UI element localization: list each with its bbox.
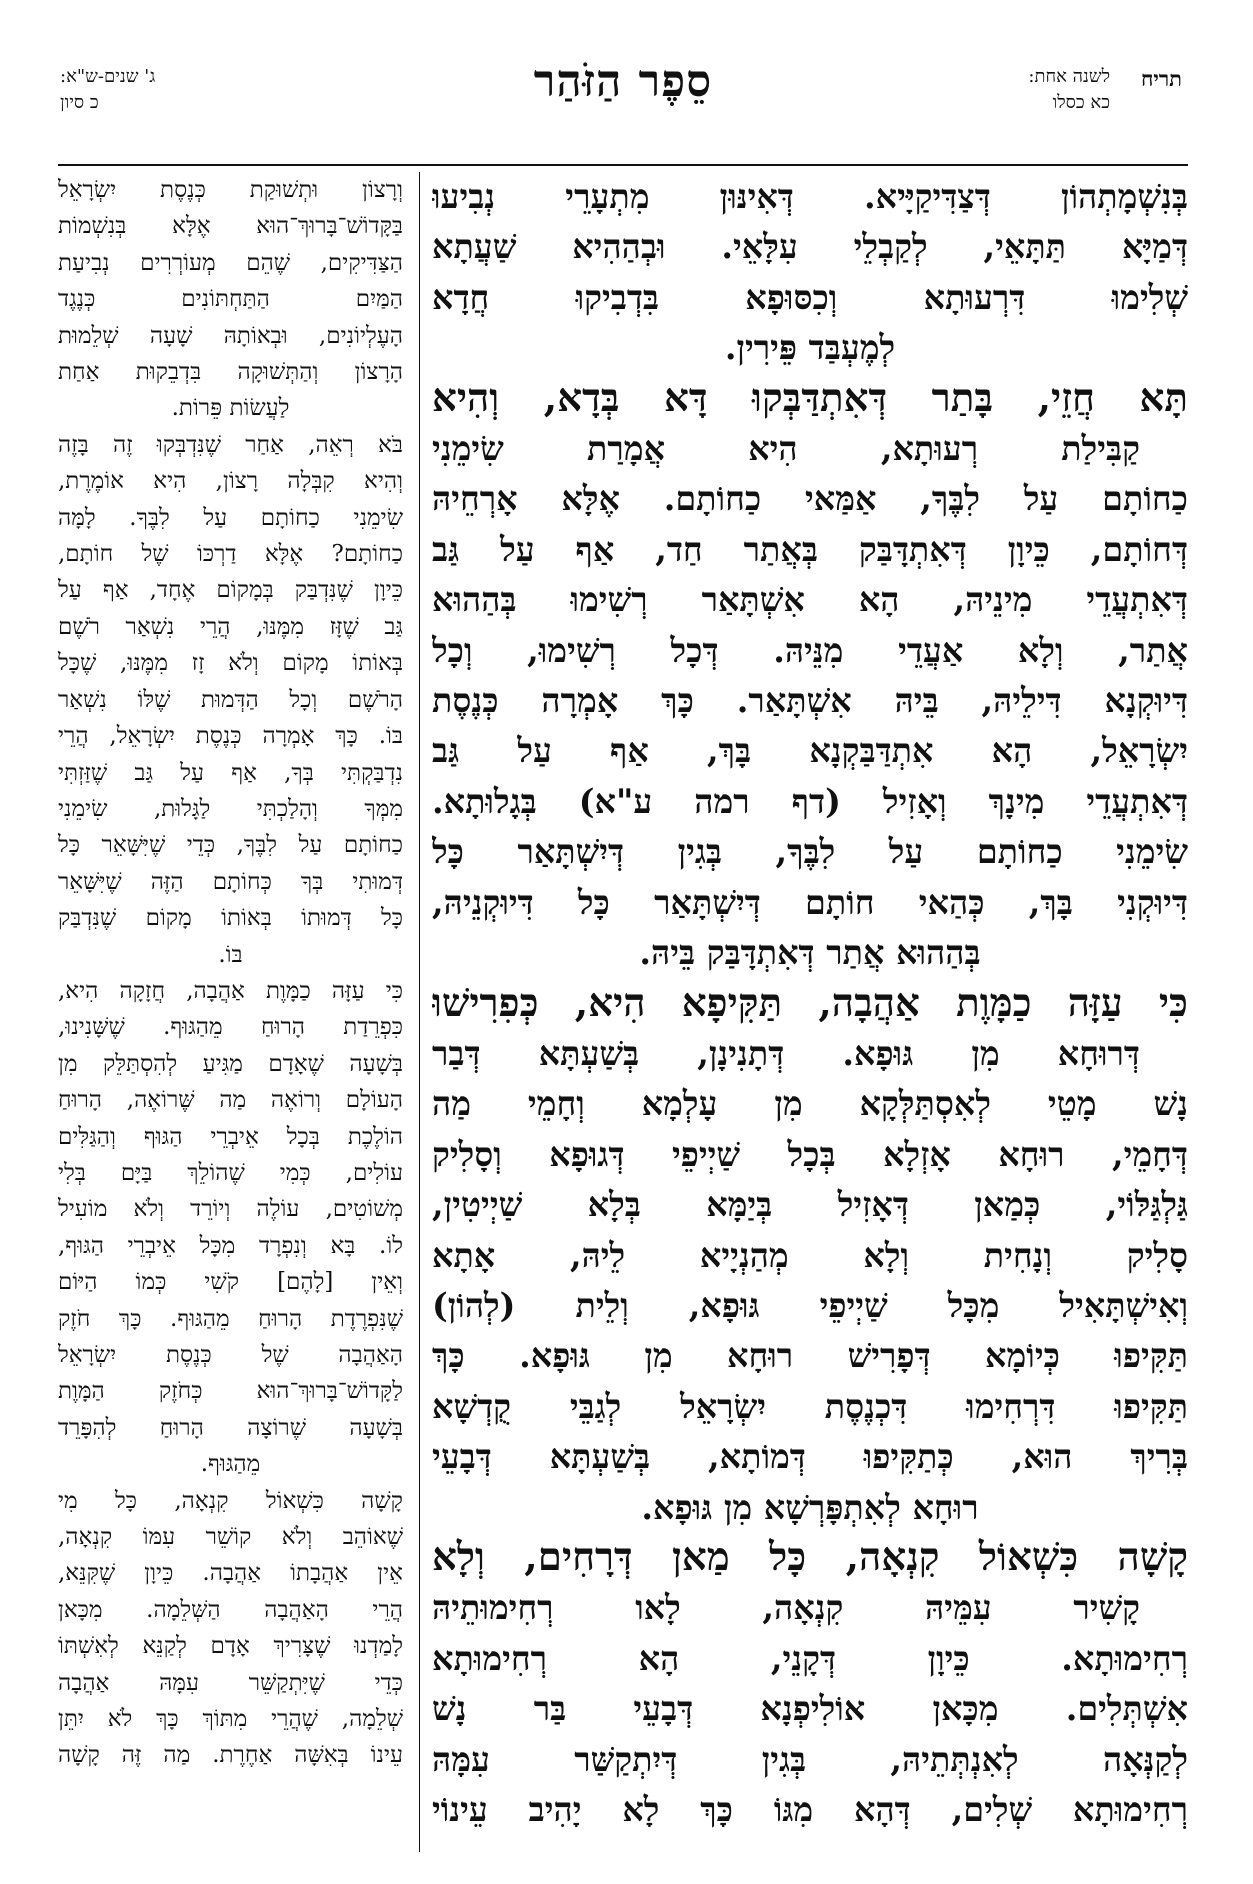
aramaic-line: תַּקִּיפוּ דִּרְחִימוּ דִּכְנֶסֶת יִשְׂרָאֵל לְגַבֵּי קֻדְשָׁא [432,1386,1188,1426]
hebrew-line: בּוֹ. [218,941,243,968]
page-header [58,52,1188,128]
hebrew-line: כַחוֹתָם? אֶלָּא דַרְכּוֹ שֶׁל חוֹתָם, [58,541,403,568]
aramaic-line: אִשְׁתְּלִים. מִכָּאן אוֹלִיפְנָא דְּבָעֵי בַּר נָשׁ [432,1689,1188,1729]
aramaic-line: בְּרִיךְ הוּא, כְּתַקִּיפוּ דְּמוֹתָא, בְּשַׁעְתָּא דְּבָעֵי [432,1437,1188,1477]
aramaic-line: דְּחָמֵי, רוּחָא אָזְלָא בְּכָל שַׁיְיפֵי דְּגוּפָא וְסָלִיק [432,1134,1188,1174]
hebrew-line: בְּשָׁעָה שֶׁאָדָם מַגִּיעַ לְהִסְתַּלֵּק מִן [58,1050,403,1077]
hebrew-line: מֵהַגּוּף. [200,1451,261,1478]
zohar-page [58,52,1188,1852]
hebrew-line: הָרֹשֶׁם וְכָל הַדְּמוּת שֶׁלּוֹ נִשְׁאַר [58,686,403,713]
aramaic-line: דְּמַיָּא תַּתָּאֵי, לְקַבְלֵי עִלָּאֵי. וּבְהַהִיא שַׁעֲתָא [432,227,1188,267]
aramaic-line: דְּאִתְעֲדֵי מִינֵיהּ, הָא אִשְׁתָּאַר רְשִׁימוּ בְּהַהוּא [432,580,1188,620]
hebrew-line: בְּשָׁעָה שֶׁרוֹצָה הָרוּחַ לְהִפָּרֵד [58,1414,403,1441]
aramaic-line: כַחוֹתָם עַל לִבֶּךָ, אַמַּאי כַחוֹתָם. אֶלָּא אָרְחֵיהּ [432,479,1188,519]
aramaic-line: וְאִישְׁתָּאִיל מִכָּל שַׁיְיפֵי גּוּפָא, וְלֵית (לְהוֹן) [432,1285,1188,1325]
hebrew-line: הֲרֵי הָאַהֲבָה הַשְּׁלֵמָה. מִכָּאן [58,1596,403,1623]
aramaic-line: סָלִיק וְנָחִית וְלָא מְהַנְיָיא לֵיהּ, אָתָא [432,1235,1188,1275]
aramaic-line: רוּחָא לְאִתְפָּרְשָׁא מִן גּוּפָא. [641,1487,979,1527]
one-year-schedule-date: כא כסלו [1052,92,1110,113]
hebrew-line: מְשׁוֹטִים, עוֹלֶה וְיוֹרֵד וְלֹא מוֹעִיל [58,1196,403,1223]
hebrew-translation-column [58,172,403,1774]
aramaic-line: אֲתַר, וְלָא אַעֲדֵי מִנֵּיהּ. דְּכָל רְשִׁימוּ, וְכָל [432,630,1188,670]
hebrew-line: וְהִיא קִבְּלָה רָצוֹן, הִיא אוֹמֶרֶת, [58,468,403,495]
hebrew-line: בּוֹ. כָּךְ אָמְרָה כְּנֶסֶת יִשְׂרָאֵל, הֲרֵי [58,723,403,750]
aramaic-line: דְּאִתְעֲדֵי מִינָךְ וְאָזִיל (דף רמה ע"א) בְּגָלוּתָא. [432,781,1188,821]
aramaic-line: דְּרוּחָא מִן גּוּפָא. דְּתָנִינָן, בְּשַׁעְתָּא דְּבַר [432,1033,1140,1073]
text-columns [58,172,1188,1852]
hebrew-line: הוֹלֶכֶת בְּכָל אֵיבְרֵי הַגּוּף וְהַגַּלִּים [58,1123,403,1150]
hebrew-line: לַקָּדוֹשׁ־בָּרוּךְ־הוּא כְּחֹזֶק הַמָּוֶת [58,1378,403,1405]
hebrew-line: עוֹלִים, כְּמִי שֶׁהוֹלֵךְ בַּיָּם בְּלִי [58,1159,403,1186]
aramaic-line: לְמֶעְבַּד פֵּירִין. [724,328,896,368]
hebrew-line: לוֹ. בָּא וְנִפְרָד מִכָּל אֵיבְרֵי הַגּוּף, [58,1232,403,1259]
three-year-schedule-date: כ סיון [60,92,99,113]
aramaic-line: גַּלְגַּלּוֹי, כְּמַאן דְּאָזִיל בְּיַמָּא בְּלָא שַׁיְיטִין, [432,1185,1188,1225]
hebrew-line: וְרָצוֹן וּתְשׁוּקַת כְּנֶסֶת יִשְׂרָאֵל [58,177,403,203]
hebrew-line: כִּי עַזָּה כַמָּוֶת אַהֲבָה, חֲזָקָה הִיא, [58,977,403,1004]
header-rule [58,164,1188,166]
hebrew-line: בְּאוֹתוֹ מָקוֹם וְלֹא זָז מִמֶּנּוּ, שֶׁכָּל [58,650,403,677]
aramaic-line: רְחִימוּתָא שְׁלִים, דְּהָא מִגּוֹ כָּךְ לָא יָהִיב עֵינוֹי [432,1790,1188,1829]
aramaic-line: דִּיוּקְנִי בָּךְ, כְּהַאי חוֹתָם דְּיִשְׁתָּאַר כָּל דִּיוּקְנֵיהּ, [432,882,1188,922]
one-year-schedule-label: לשנה אחת: [1028,66,1110,87]
aramaic-line: בְּהַהוּא אֲתַר דְּאִתְדָּבַּק בֵּיהּ. [639,933,981,973]
hebrew-line: לָמַדְנוּ שֶׁצָּרִיךְ אָדָם לְקַנֵּא לְאִשְׁתּוֹ [58,1633,403,1660]
hebrew-line: נִדְבַּקְתִּי בְּךָ, אַף עַל גַּב שֶׁזַּזְתִּי [58,759,403,786]
aramaic-line: רְחִימוּתָא. כֵּיוָן דְּקָנֵי, הָא רְחִימוּתָא [432,1638,1188,1678]
hebrew-line: שִׂימֵנִי כַחוֹתָם עַל לִבֶּךָ. לָמָּה [58,504,403,531]
aramaic-line: שְׁלִימוּ דִּרְעוּתָא וְכִסּוּפָא בִּדְבִיקוּ חֲדָא [432,277,1188,317]
hebrew-line: בֹּא רְאֵה, אַחַר שֶׁנִּדְבְּקוּ זֶה בָּזֶה [58,431,403,458]
hebrew-line: כִּפְרֵדַת הָרוּחַ מֵהַגּוּף. שֶׁשָּׁנִינוּ, [58,1014,403,1041]
hebrew-line: דְּמוּתִי בְּךָ כְּחוֹתָם הַזֶּה שֶׁיִּשָּׁאֵר [58,868,403,895]
hebrew-line: הָרָצוֹן וְהַתְּשׁוּקָה בִּדְבֵקוּת אַחַת [58,359,403,386]
hebrew-line: הָעֶלְיוֹנִים, וּבְאוֹתָהּ שָׁעָה שְׁלֵמוּת [58,322,403,349]
page-number: תריח [1140,66,1182,91]
book-title: סֵפֶר הַזֹּהַר [533,56,713,107]
hebrew-line: לַעֲשׂוֹת פֵּרוֹת. [171,395,290,422]
hebrew-line: כֵּיוָן שֶׁנִּדְבַּק בְּמָקוֹם אֶחָד, אַף עַל [58,577,403,604]
hebrew-line: הָעוֹלָם וְרוֹאֶה מַה שֶּׁרוֹאֶה, הָרוּחַ [58,1087,403,1114]
three-year-schedule-label: ג' שנים-ש"א: [60,66,156,87]
aramaic-line: דְּחוֹתָם, כֵּיוָן דְּאִתְדָּבַּק בְּאֲתַר חַד, אַף עַל גַּב [432,529,1188,569]
aramaic-line: לְקַנְּאָה לְאִנְתְּתֵיהּ, בְּגִין דְּיִתְקַשַּׁר עִמָּהּ [432,1739,1188,1779]
aramaic-line: קָשִׁיר עִמֵּיהּ קִנְאָה, לָאו רְחִימוּתֵיהּ [432,1588,1140,1628]
hebrew-line: הָאַהֲבָה שֶׁל כְּנֶסֶת יִשְׂרָאֵל [58,1342,403,1368]
aramaic-line: נָשׁ מָטֵי לְאִסְתַּלְּקָא מִן עָלְמָא וְחָמֵי מַה [432,1084,1188,1124]
hebrew-line: כָּל דְּמוּתוֹ בְּאוֹתוֹ מָקוֹם שֶׁנִּדְבַּק [58,905,403,932]
hebrew-line: מִמְּךָ וְהָלַכְתִּי לַגָּלוּת, שִׂימֵנִי [58,795,403,822]
aramaic-line: בְּנִשְׁמָתְהוֹן דְּצַדִּיקַיָּיא. דְּאִינּוּן מִתְעָרֵי נְבִיעוּ [432,177,1188,216]
hebrew-line: כְּדֵי שֶׁיִּתְקַשֵּׁר עִמָּהּ אַהֲבָה [58,1669,403,1696]
hebrew-line: עֵינוֹ בְּאִשָּׁה אַחֶרֶת. מַה זֶּה קָשָׁה [58,1742,403,1769]
hebrew-line: וְאֵין [לָהֶם] קֹשִׁי כְּמוֹ הַיּוֹם [58,1269,403,1296]
hebrew-line: קָשָׁה כִּשְׁאוֹל קִנְאָה, כָּל מִי [58,1487,403,1514]
aramaic-line: שִׂימֵנִי כַחוֹתָם עַל לִבֶּךָ, בְּגִין דְּיִשְׁתָּאַר כָּל [432,832,1188,872]
aramaic-column [432,172,1188,1835]
aramaic-line: דִּיוּקְנָא דִּילֵיהּ, בֵּיהּ אִשְׁתָּאַר. כָּךְ אָמְרָה כְּנֶסֶת [432,681,1188,721]
aramaic-line: קָשָׁה כִּשְׁאוֹל קִנְאָה, כָּל מַאן דְּרָחִים, וְלָא [432,1534,1188,1580]
hebrew-line: גַּב שֶׁזָּז מִמֶּנּוּ, הֲרֵי נִשְׁאַר רֹשֶׁם [58,613,403,640]
hebrew-line: בַּקָּדוֹשׁ־בָּרוּךְ־הוּא אֶלָּא בְּנִשְׁמוֹת [58,213,403,240]
aramaic-line: תָּא חֲזֵי, בָּתַר דְּאִתְדַּבְּקוּ דָּא בְּדָא, וְהִיא [432,375,1188,421]
hebrew-line: שֶׁאוֹהֵב וְלֹא קוֹשֵׁר עִמּוֹ קִנְאָה, [58,1524,403,1551]
hebrew-line: שְׁלֵמָה, שֶׁהֲרֵי מִתּוֹךְ כָּךְ לֹא יִתֵּן [58,1706,403,1733]
hebrew-line: הַצַּדִּיקִים, שֶׁהֵם מְעוֹרְרִים נְבִיעַת [58,249,403,276]
hebrew-line: כַחוֹתָם עַל לִבֶּךָ, כְּדֵי שֶׁיִּשָּׁאֵר כָּל [58,832,403,859]
column-divider [419,172,420,1852]
hebrew-line: אֵין אַהֲבָתוֹ אַהֲבָה. כֵּיוָן שֶׁקִּנֵּא, [58,1560,403,1587]
three-year-schedule [60,64,155,116]
aramaic-line: יִשְׂרָאֵל, הָא אִתְדַּבַּקְנָא בָּךְ, אַף עַל גַּב [432,731,1188,771]
aramaic-line: קַבִּילַת רְעוּתָא, הִיא אֲמָרַת שִׂימֵנִי [432,429,1140,469]
aramaic-line: כִּי עַזָּה כַמָּוֶת אַהֲבָה, תַּקִּיפָא הִיא, כְּפִרִישׁוּ [432,980,1188,1026]
hebrew-line: הַמַּיִם הַתַּחְתּוֹנִים כְּנֶגֶד [58,286,403,313]
hebrew-line: שֶׁנִּפְרֶדֶת הָרוּחַ מֵהַגּוּף. כָּךְ חֹזֶק [58,1305,403,1332]
aramaic-line: תַּקִּיפוּ כְּיוֹמָא דְּפָרִישׁ רוּחָא מִן גּוּפָא. כָּךְ [432,1336,1188,1376]
